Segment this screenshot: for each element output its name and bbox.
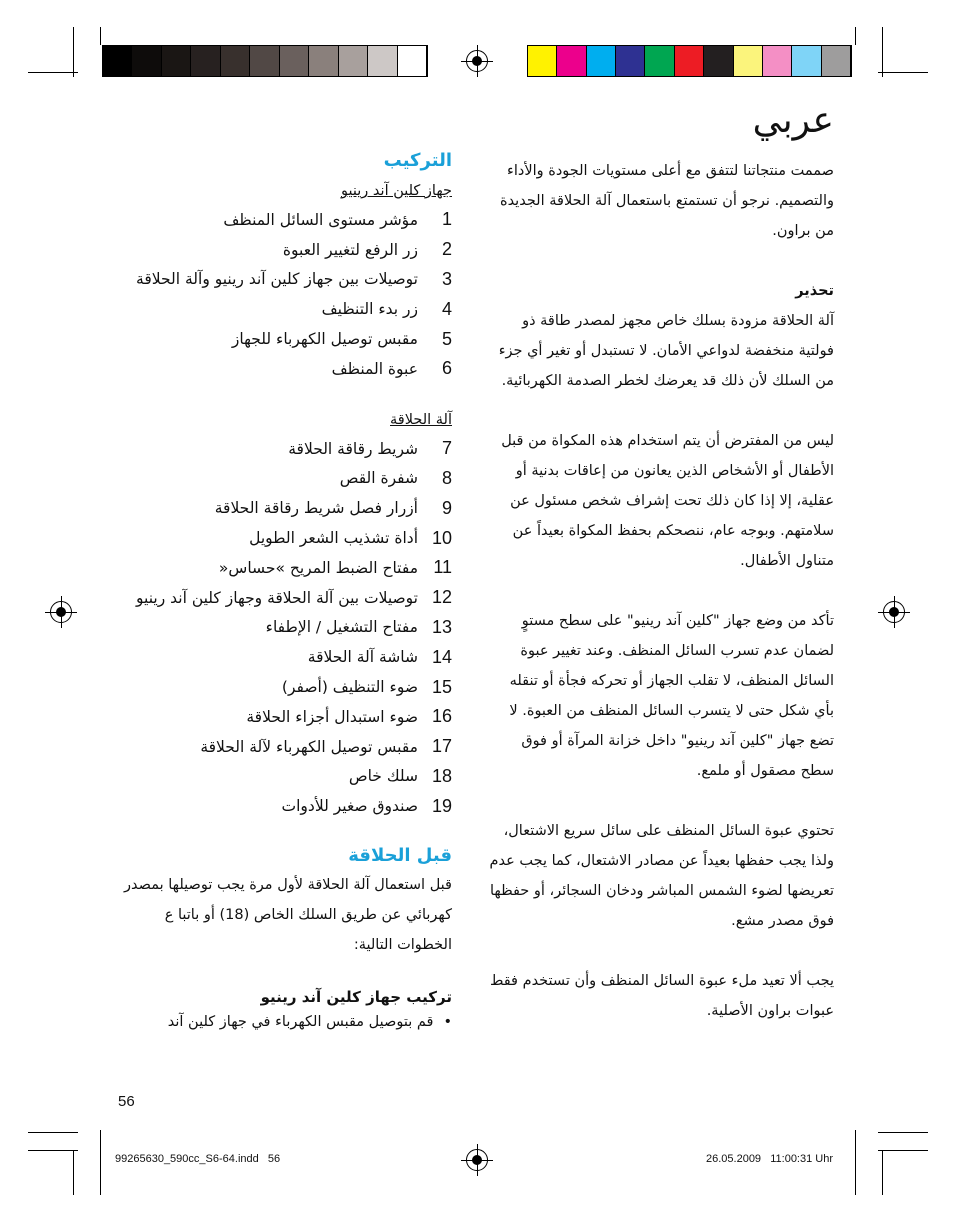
warning-paragraph: آلة الحلاقة مزودة بسلك خاص مجهز لمصدر طاقة ذو فولتية منخفضة لدواعي الأمان. لا تستبدل أو تغير أي جزء من السلك لأن ذلك قد يعرضك لخطر الصدمة الكهربائية.: [498, 313, 834, 389]
bullet-text: قم بتوصيل مقبس الكهرباء في جهاز كلين آند: [167, 1014, 434, 1031]
item-label: مقبس توصيل الكهرباء لآلة الحلاقة: [200, 737, 418, 756]
item-number: 15: [431, 676, 452, 697]
registration-mark-icon: [883, 601, 905, 623]
crop-mark: [882, 1150, 883, 1195]
list-item: [112, 294, 452, 324]
list-item: [112, 583, 452, 613]
item-label: ضوء التنظيف (أصفر): [281, 678, 418, 697]
color-swatch: [339, 46, 368, 76]
item-label: زر الرفع لتغيير العبوة: [282, 240, 418, 259]
item-number: 16: [431, 706, 452, 727]
color-swatch: [587, 46, 616, 76]
color-swatch: [822, 46, 851, 76]
registration-mark-icon: [466, 50, 488, 72]
station-parts-list: [112, 205, 452, 384]
assembly-heading: التركيب: [383, 150, 452, 171]
color-bar: [527, 45, 852, 77]
item-number: 12: [431, 587, 452, 608]
color-swatch: [792, 46, 821, 76]
list-item: [112, 265, 452, 295]
item-label: توصيلات بين جهاز كلين آند رينيو وآلة الحلاقة: [136, 270, 418, 289]
list-item: [112, 791, 452, 821]
color-swatch: [763, 46, 792, 76]
list-item: [112, 434, 452, 464]
children-paragraph: ليس من المفترض أن يتم استخدام هذه المكواة من قبل الأطفال أو الأشخاص الذين يعانون من إعاقات بدنية أو عقلية، إلا إذا كان ذلك تحت إشراف شخص مسئول عن سلامتهم. وبوجه عام، ننصحكم بحفظ المكواة بعيداً عن متناول الأطفال.: [501, 433, 834, 569]
color-swatch: [675, 46, 704, 76]
item-label: أداة تشذيب الشعر الطويل: [249, 529, 418, 548]
list-item: [112, 762, 452, 792]
before-shaving-heading: قبل الحلاقة: [348, 845, 452, 867]
station-heading: جهاز كلين آند رينيو: [341, 183, 452, 199]
item-label: ضوء استبدال أجزاء الحلاقة: [246, 707, 418, 726]
color-swatch: [616, 46, 645, 76]
left-column: [112, 150, 452, 1030]
item-number: 2: [441, 239, 452, 260]
registration-mark-icon: [50, 601, 72, 623]
item-number: 13: [431, 616, 452, 637]
shaver-heading: آلة الحلاقة: [390, 411, 452, 428]
flammable-paragraph: تحتوي عبوة السائل المنظف على سائل سريع الاشتعال، ولذا يجب حفظها بعيداً عن مصادر الاشتعال، كما يجب عدم تعريضها لضوء الشمس المباشر ودخان السجائر، أو حفظها فوق مصدر مشع.: [489, 823, 834, 929]
list-item: [112, 1014, 452, 1030]
color-swatch: [398, 46, 427, 76]
crop-mark: [882, 27, 883, 77]
item-number: 19: [431, 795, 452, 816]
item-number: 8: [441, 467, 452, 488]
intro-paragraph: صممت منتجاتنا لتتفق مع أعلى مستويات الجودة والأداء والتصميم. نرجو أن تستمتع باستعمال آلة الحلاقة الجديدة من براون.: [499, 163, 834, 239]
bullet-icon: •: [443, 1014, 452, 1031]
item-label: مفتاح الضبط المريح »حساس«: [218, 558, 418, 577]
color-swatch: [221, 46, 250, 76]
color-swatch: [250, 46, 279, 76]
list-item: [112, 493, 452, 523]
item-number: 14: [431, 646, 452, 667]
install-heading: تركيب جهاز كلين آند رينيو: [260, 988, 452, 1007]
item-label: توصيلات بين آلة الحلاقة وجهاز كلين آند رينيو: [136, 588, 418, 607]
color-swatch: [191, 46, 220, 76]
shaver-parts-list: [112, 434, 452, 821]
footer-file-info: 99265630_590cc_S6-64.indd 56: [115, 1153, 281, 1165]
before-shaving-paragraph: قبل استعمال آلة الحلاقة لأول مرة يجب توصيلها بمصدر كهربائي عن طريق السلك الخاص (18) أو باتبا ع الخطوات التالية:: [124, 877, 452, 954]
color-swatch: [103, 46, 132, 76]
crop-mark: [73, 27, 74, 77]
item-number: 18: [431, 765, 452, 786]
crop-mark: [855, 27, 856, 45]
item-number: 17: [431, 736, 452, 757]
color-swatch: [704, 46, 733, 76]
color-swatch: [162, 46, 191, 76]
list-item: [112, 642, 452, 672]
refill-paragraph: يجب ألا تعيد ملء عبوة السائل المنظف وأن تستخدم فقط عبوات براون الأصلية.: [489, 973, 834, 1019]
warning-heading: تحذير: [795, 283, 834, 299]
item-number: 11: [433, 557, 452, 578]
item-label: شفرة القص: [339, 469, 418, 488]
color-swatch: [734, 46, 763, 76]
list-item: [112, 553, 452, 583]
item-number: 9: [441, 497, 452, 518]
crop-mark: [100, 27, 101, 45]
crop-mark: [855, 1130, 856, 1195]
list-item: [112, 235, 452, 265]
list-item: [112, 205, 452, 235]
item-number: 4: [441, 298, 452, 319]
list-item: [112, 672, 452, 702]
footer-date: 26.05.2009 11:00:31 Uhr: [706, 1153, 834, 1165]
item-label: شاشة آلة الحلاقة: [307, 648, 418, 667]
crop-mark: [28, 72, 78, 73]
item-label: سلك خاص: [348, 767, 418, 786]
color-swatch: [309, 46, 338, 76]
list-item: [112, 702, 452, 732]
item-number: 5: [441, 328, 452, 349]
item-label: زر بدء التنظيف: [321, 300, 418, 319]
list-item: [112, 464, 452, 494]
crop-mark: [878, 1132, 928, 1133]
item-number: 1: [441, 209, 452, 230]
crop-mark: [28, 1132, 78, 1133]
item-number: 10: [431, 527, 452, 548]
crop-mark: [100, 1130, 101, 1195]
color-swatch: [368, 46, 397, 76]
list-item: [112, 354, 452, 384]
list-item: [112, 324, 452, 354]
item-label: صندوق صغير للأدوات: [281, 797, 418, 816]
color-swatch: [528, 46, 557, 76]
item-label: أزرار فصل شريط رقاقة الحلاقة: [214, 499, 418, 518]
item-label: شريط رقاقة الحلاقة: [288, 439, 418, 458]
item-number: 6: [441, 358, 452, 379]
list-item: [112, 732, 452, 762]
grayscale-bar: [102, 45, 428, 77]
page-title: عربي: [752, 100, 834, 141]
color-swatch: [645, 46, 674, 76]
item-label: مقبس توصيل الكهرباء للجهاز: [231, 330, 418, 349]
item-label: مؤشر مستوى السائل المنظف: [223, 210, 418, 229]
crop-mark: [73, 1150, 74, 1195]
item-number: 7: [441, 438, 452, 459]
right-column: [489, 156, 834, 1026]
color-swatch: [557, 46, 586, 76]
list-item: [112, 613, 452, 643]
crop-mark: [878, 72, 928, 73]
item-label: مفتاح التشغيل / الإطفاء: [265, 618, 418, 637]
page-number: 56: [118, 1093, 135, 1110]
list-item: [112, 523, 452, 553]
crop-mark: [28, 1150, 78, 1151]
color-swatch: [280, 46, 309, 76]
placement-paragraph: تأكد من وضع جهاز "كلين آند رينيو" على سطح مستوٍ لضمان عدم تسرب السائل المنظف. وعند تغيير عبوة السائل المنظف، لا تقلب الجهاز أو تحركه فجأة أو تنقله بأي شكل حتى لا يتسرب السائل المنظف من العبوة. لا تضع جهاز "كلين آند رينيو" داخل خزانة المرآة أو فوق سطح مصقول أو ملمع.: [509, 613, 834, 779]
registration-mark-icon: [466, 1149, 488, 1171]
item-label: عبوة المنظف: [331, 359, 418, 378]
color-swatch: [132, 46, 161, 76]
crop-mark: [878, 1150, 928, 1151]
item-number: 3: [441, 268, 452, 289]
